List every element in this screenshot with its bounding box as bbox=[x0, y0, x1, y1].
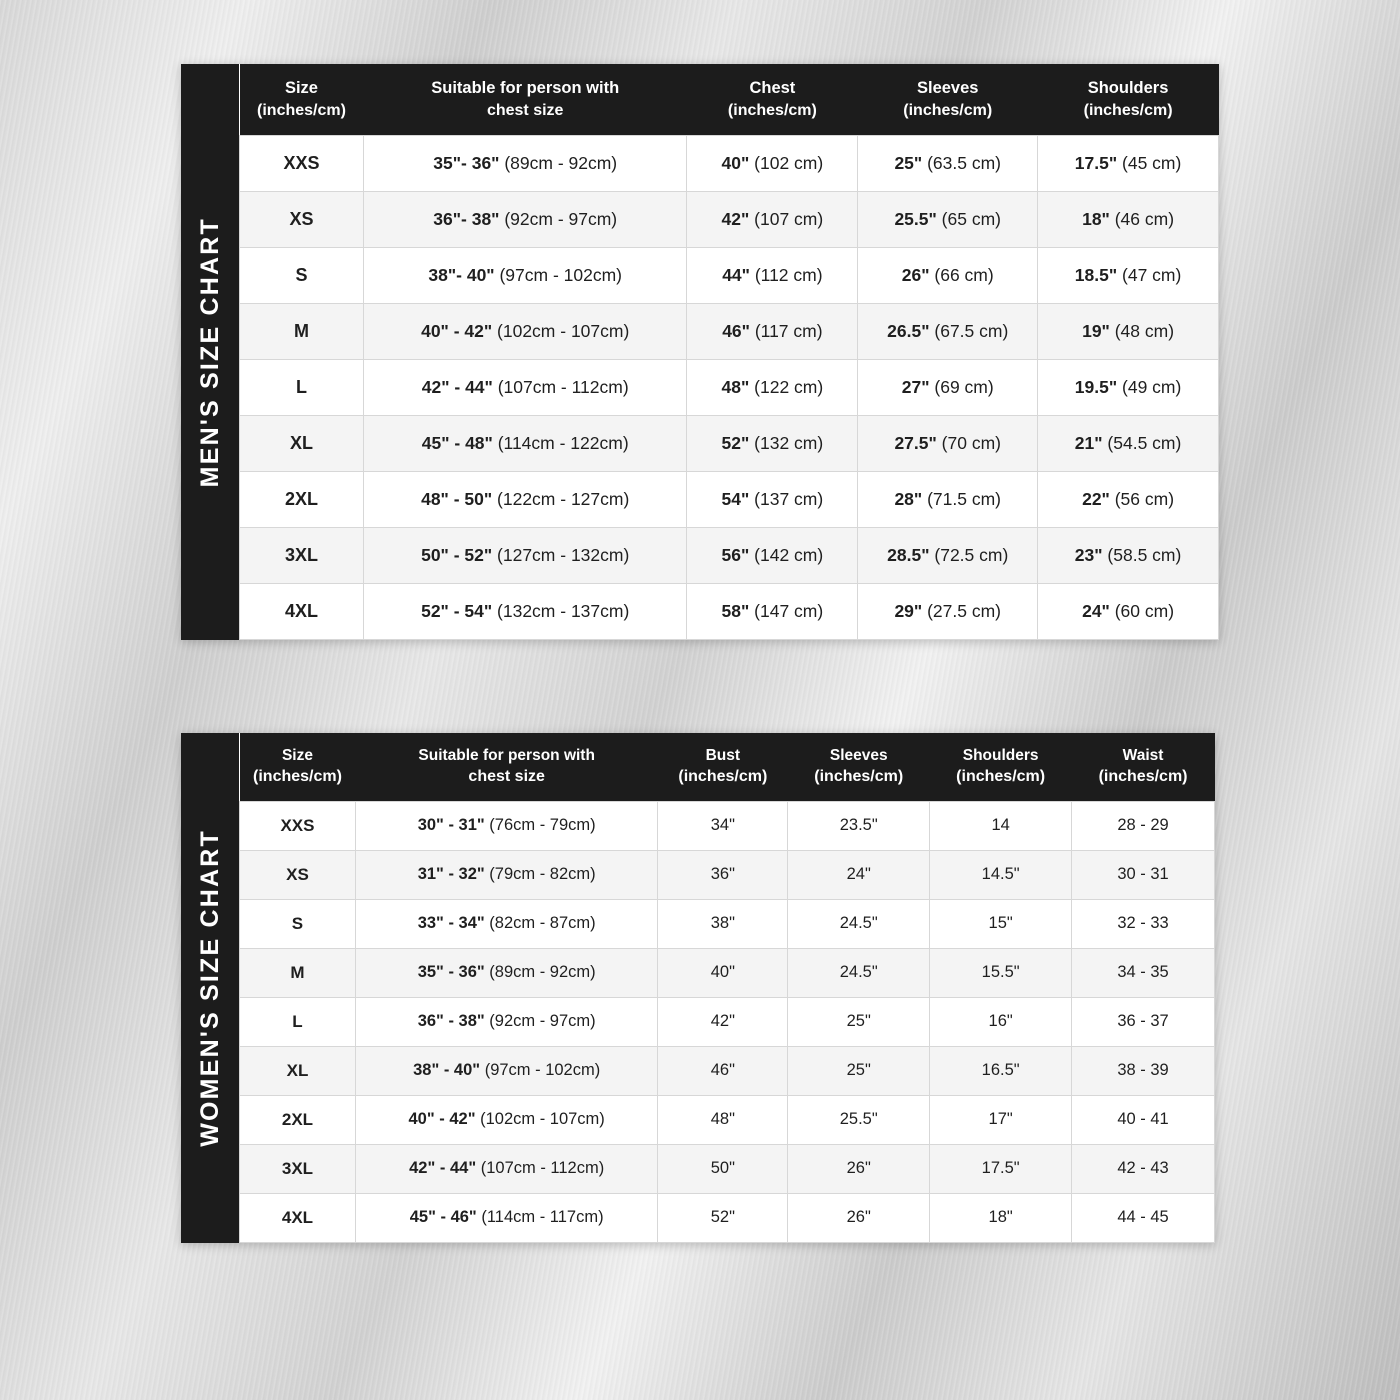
cell-sleeves: 26" bbox=[788, 1144, 930, 1193]
column-header-sub: (inches/cm) bbox=[814, 768, 904, 786]
column-header-sub: (inches/cm) bbox=[956, 768, 1046, 786]
cell-bust: 50" bbox=[658, 1144, 788, 1193]
cell-chest: 40" (102 cm) bbox=[687, 135, 858, 191]
column-header-title: Suitable for person with bbox=[431, 79, 620, 97]
cell-suitable-chest: 35"- 36" (89cm - 92cm) bbox=[363, 135, 687, 191]
cell-waist: 40 - 41 bbox=[1072, 1095, 1215, 1144]
column-header-title: Chest bbox=[749, 79, 796, 97]
column-header-sub: chest size bbox=[468, 768, 545, 786]
table-row bbox=[240, 471, 1219, 527]
cell-suitable-chest: 33" - 34" (82cm - 87cm) bbox=[355, 899, 657, 948]
column-header-shoulders bbox=[1038, 64, 1219, 135]
table-row bbox=[240, 1144, 1215, 1193]
table-row bbox=[240, 948, 1215, 997]
cell-size: 3XL bbox=[240, 527, 364, 583]
column-header-size bbox=[240, 64, 364, 135]
cell-sleeves: 24" bbox=[788, 850, 930, 899]
cell-size: M bbox=[240, 303, 364, 359]
cell-size: 3XL bbox=[240, 1144, 356, 1193]
cell-size: 2XL bbox=[240, 471, 364, 527]
cell-suitable-chest: 40" - 42" (102cm - 107cm) bbox=[363, 303, 687, 359]
column-header-title: Sleeves bbox=[916, 79, 979, 97]
cell-size: XS bbox=[240, 191, 364, 247]
table-row bbox=[240, 801, 1215, 850]
mens-chart-side-label-text: MEN'S SIZE CHART bbox=[195, 216, 224, 488]
cell-shoulders: 18.5" (47 cm) bbox=[1038, 247, 1219, 303]
cell-chest: 46" (117 cm) bbox=[687, 303, 858, 359]
cell-size: L bbox=[240, 359, 364, 415]
table-row bbox=[240, 997, 1215, 1046]
cell-sleeves: 25" (63.5 cm) bbox=[858, 135, 1038, 191]
table-row bbox=[240, 303, 1219, 359]
column-header-title: Sleeves bbox=[829, 747, 888, 764]
cell-waist: 32 - 33 bbox=[1072, 899, 1215, 948]
mens-size-table bbox=[239, 64, 1219, 640]
cell-sleeves: 26" bbox=[788, 1193, 930, 1242]
cell-chest: 54" (137 cm) bbox=[687, 471, 858, 527]
column-header-sleeves bbox=[858, 64, 1038, 135]
cell-bust: 52" bbox=[658, 1193, 788, 1242]
cell-size: XL bbox=[240, 415, 364, 471]
cell-size: 4XL bbox=[240, 583, 364, 639]
column-header-sub: (inches/cm) bbox=[1098, 768, 1188, 786]
cell-sleeves: 27" (69 cm) bbox=[858, 359, 1038, 415]
cell-waist: 44 - 45 bbox=[1072, 1193, 1215, 1242]
cell-waist: 30 - 31 bbox=[1072, 850, 1215, 899]
cell-bust: 48" bbox=[658, 1095, 788, 1144]
column-header-sub: (inches/cm) bbox=[903, 101, 993, 119]
cell-shoulders: 19.5" (49 cm) bbox=[1038, 359, 1219, 415]
table-header-row bbox=[240, 64, 1219, 135]
column-header-title: Waist bbox=[1122, 747, 1164, 764]
table-row bbox=[240, 583, 1219, 639]
column-header-sub: chest size bbox=[486, 101, 564, 119]
cell-shoulders: 15.5" bbox=[930, 948, 1072, 997]
cell-suitable-chest: 48" - 50" (122cm - 127cm) bbox=[363, 471, 687, 527]
cell-bust: 36" bbox=[658, 850, 788, 899]
cell-shoulders: 17.5" bbox=[930, 1144, 1072, 1193]
cell-sleeves: 24.5" bbox=[788, 948, 930, 997]
column-header-size bbox=[240, 733, 356, 801]
cell-size: XXS bbox=[240, 801, 356, 850]
cell-size: S bbox=[240, 899, 356, 948]
cell-shoulders: 17" bbox=[930, 1095, 1072, 1144]
table-row bbox=[240, 191, 1219, 247]
column-header-bust bbox=[658, 733, 788, 801]
cell-sleeves: 24.5" bbox=[788, 899, 930, 948]
cell-bust: 38" bbox=[658, 899, 788, 948]
cell-sleeves: 27.5" (70 cm) bbox=[858, 415, 1038, 471]
column-header-chest bbox=[687, 64, 858, 135]
cell-size: L bbox=[240, 997, 356, 1046]
cell-sleeves: 25" bbox=[788, 997, 930, 1046]
womens-chart-side-label-text: WOMEN'S SIZE CHART bbox=[195, 828, 224, 1147]
cell-size: 4XL bbox=[240, 1193, 356, 1242]
table-row bbox=[240, 415, 1219, 471]
cell-sleeves: 28" (71.5 cm) bbox=[858, 471, 1038, 527]
column-header-shoulders bbox=[930, 733, 1072, 801]
cell-shoulders: 24" (60 cm) bbox=[1038, 583, 1219, 639]
cell-size: 2XL bbox=[240, 1095, 356, 1144]
table-row bbox=[240, 1046, 1215, 1095]
cell-suitable-chest: 45" - 46" (114cm - 117cm) bbox=[355, 1193, 657, 1242]
womens-chart-side-label bbox=[181, 733, 239, 1243]
column-header-sub: (inches/cm) bbox=[257, 101, 346, 119]
cell-shoulders: 15" bbox=[930, 899, 1072, 948]
table-row bbox=[240, 1193, 1215, 1242]
cell-suitable-chest: 31" - 32" (79cm - 82cm) bbox=[355, 850, 657, 899]
column-header-sub: (inches/cm) bbox=[678, 768, 768, 786]
cell-suitable-chest: 38" - 40" (97cm - 102cm) bbox=[355, 1046, 657, 1095]
table-row bbox=[240, 850, 1215, 899]
cell-bust: 34" bbox=[658, 801, 788, 850]
column-header-title: Bust bbox=[705, 747, 741, 764]
column-header-sleeves bbox=[788, 733, 930, 801]
cell-chest: 44" (112 cm) bbox=[687, 247, 858, 303]
cell-waist: 42 - 43 bbox=[1072, 1144, 1215, 1193]
cell-waist: 34 - 35 bbox=[1072, 948, 1215, 997]
womens-size-table bbox=[239, 733, 1215, 1243]
cell-suitable-chest: 36" - 38" (92cm - 97cm) bbox=[355, 997, 657, 1046]
cell-suitable-chest: 42" - 44" (107cm - 112cm) bbox=[355, 1144, 657, 1193]
table-row bbox=[240, 899, 1215, 948]
cell-shoulders: 19" (48 cm) bbox=[1038, 303, 1219, 359]
cell-chest: 48" (122 cm) bbox=[687, 359, 858, 415]
cell-shoulders: 14 bbox=[930, 801, 1072, 850]
cell-suitable-chest: 40" - 42" (102cm - 107cm) bbox=[355, 1095, 657, 1144]
cell-sleeves: 28.5" (72.5 cm) bbox=[858, 527, 1038, 583]
column-header-title: Size bbox=[281, 747, 313, 764]
cell-waist: 28 - 29 bbox=[1072, 801, 1215, 850]
cell-shoulders: 18" (46 cm) bbox=[1038, 191, 1219, 247]
cell-suitable-chest: 50" - 52" (127cm - 132cm) bbox=[363, 527, 687, 583]
table-row bbox=[240, 135, 1219, 191]
column-header-sub: (inches/cm) bbox=[253, 768, 342, 786]
cell-suitable-chest: 42" - 44" (107cm - 112cm) bbox=[363, 359, 687, 415]
cell-size: XS bbox=[240, 850, 356, 899]
cell-suitable-chest: 30" - 31" (76cm - 79cm) bbox=[355, 801, 657, 850]
column-header-title: Size bbox=[284, 79, 318, 97]
cell-chest: 56" (142 cm) bbox=[687, 527, 858, 583]
cell-size: S bbox=[240, 247, 364, 303]
cell-shoulders: 18" bbox=[930, 1193, 1072, 1242]
cell-sleeves: 23.5" bbox=[788, 801, 930, 850]
table-row bbox=[240, 527, 1219, 583]
cell-sleeves: 25.5" (65 cm) bbox=[858, 191, 1038, 247]
mens-chart-side-label bbox=[181, 64, 239, 640]
cell-size: XL bbox=[240, 1046, 356, 1095]
cell-suitable-chest: 45" - 48" (114cm - 122cm) bbox=[363, 415, 687, 471]
cell-shoulders: 16" bbox=[930, 997, 1072, 1046]
cell-waist: 38 - 39 bbox=[1072, 1046, 1215, 1095]
table-row bbox=[240, 359, 1219, 415]
column-header-waist bbox=[1072, 733, 1215, 801]
cell-shoulders: 23" (58.5 cm) bbox=[1038, 527, 1219, 583]
cell-chest: 42" (107 cm) bbox=[687, 191, 858, 247]
column-header-suitable bbox=[363, 64, 687, 135]
cell-bust: 42" bbox=[658, 997, 788, 1046]
cell-bust: 46" bbox=[658, 1046, 788, 1095]
column-header-sub: (inches/cm) bbox=[1083, 101, 1173, 119]
cell-shoulders: 21" (54.5 cm) bbox=[1038, 415, 1219, 471]
cell-sleeves: 25.5" bbox=[788, 1095, 930, 1144]
column-header-title: Suitable for person with bbox=[418, 747, 595, 764]
column-header-sub: (inches/cm) bbox=[727, 101, 817, 119]
cell-waist: 36 - 37 bbox=[1072, 997, 1215, 1046]
cell-suitable-chest: 38"- 40" (97cm - 102cm) bbox=[363, 247, 687, 303]
cell-suitable-chest: 35" - 36" (89cm - 92cm) bbox=[355, 948, 657, 997]
column-header-title: Shoulders bbox=[1087, 79, 1169, 97]
cell-size: XXS bbox=[240, 135, 364, 191]
cell-shoulders: 14.5" bbox=[930, 850, 1072, 899]
column-header-title: Shoulders bbox=[962, 747, 1039, 764]
cell-sleeves: 25" bbox=[788, 1046, 930, 1095]
cell-shoulders: 22" (56 cm) bbox=[1038, 471, 1219, 527]
cell-chest: 58" (147 cm) bbox=[687, 583, 858, 639]
cell-sleeves: 26" (66 cm) bbox=[858, 247, 1038, 303]
cell-sleeves: 26.5" (67.5 cm) bbox=[858, 303, 1038, 359]
cell-suitable-chest: 52" - 54" (132cm - 137cm) bbox=[363, 583, 687, 639]
cell-chest: 52" (132 cm) bbox=[687, 415, 858, 471]
cell-shoulders: 17.5" (45 cm) bbox=[1038, 135, 1219, 191]
cell-size: M bbox=[240, 948, 356, 997]
column-header-suitable bbox=[355, 733, 657, 801]
table-row bbox=[240, 247, 1219, 303]
mens-size-chart bbox=[181, 64, 1219, 640]
cell-bust: 40" bbox=[658, 948, 788, 997]
table-header-row bbox=[240, 733, 1215, 801]
cell-suitable-chest: 36"- 38" (92cm - 97cm) bbox=[363, 191, 687, 247]
cell-shoulders: 16.5" bbox=[930, 1046, 1072, 1095]
womens-size-chart bbox=[181, 733, 1215, 1243]
table-row bbox=[240, 1095, 1215, 1144]
cell-sleeves: 29" (27.5 cm) bbox=[858, 583, 1038, 639]
